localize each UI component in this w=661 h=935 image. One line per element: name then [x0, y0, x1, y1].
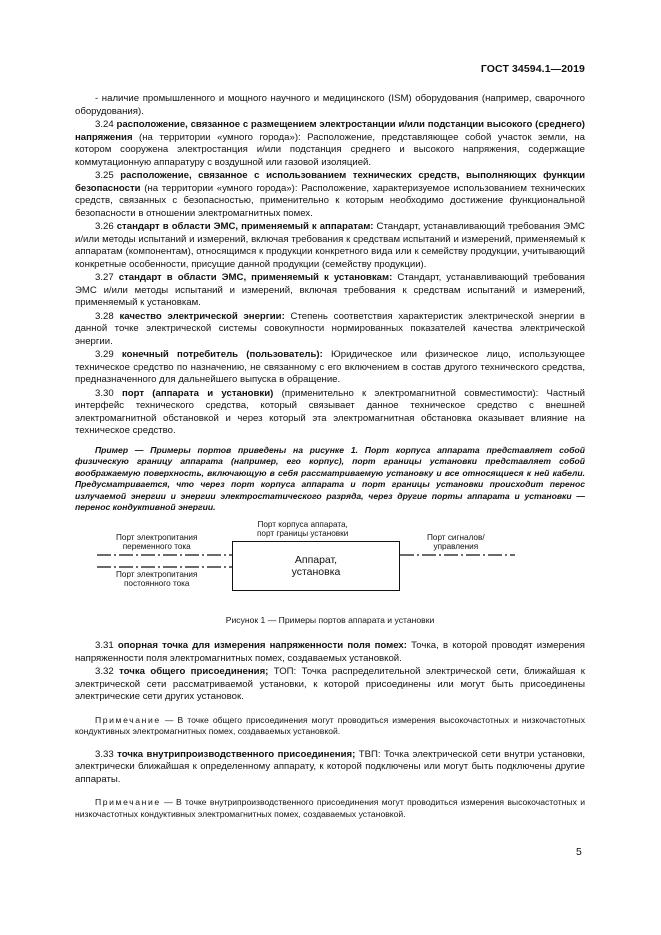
dc-port-label-line2: постоянного тока	[123, 579, 190, 588]
enclosure-port-label	[257, 520, 348, 539]
ac-port-label	[116, 533, 197, 552]
term-definition: ТОП: Точка распределительной электрической сети, ближайшая к электрической сети рассматриваемой установки, к которой присоединены или могут быть присоединены электрические сети других установок.	[75, 666, 585, 702]
term-3-27	[75, 272, 585, 310]
figure-caption: Рисунок 1 — Примеры портов аппарата и установки	[225, 614, 435, 625]
term-title: конечный потребитель (пользователь):	[121, 349, 323, 360]
term-title: стандарт в области ЭМС, применяемый к установкам:	[118, 272, 393, 283]
note-3-32	[75, 715, 585, 738]
paragraph-ism: - наличие промышленного и мощного научного и медицинского (ISM) оборудования (например, сварочного оборудования).	[75, 93, 585, 117]
term-number: 3.30	[95, 387, 114, 399]
term-definition: Юридическое или физическое лицо, использующее техническое средство по назначению, не связанному с его включением в состав другого технического средства, предназначенного для дальнейшего выпуска в обращение.	[75, 349, 585, 385]
term-number: 3.32	[95, 666, 114, 677]
term-3-28	[75, 311, 585, 349]
document-body	[75, 93, 585, 831]
term-number: 3.27	[95, 272, 114, 283]
signal-port-label	[427, 533, 485, 552]
term-number: 3.26	[95, 221, 114, 232]
standard-header: ГОСТ 34594.1—2019	[480, 63, 585, 75]
term-number: 3.25	[95, 170, 114, 181]
term-definition: (на территории «умного города»): Расположение, характеризуемое использованием технических средств, связанных с безопасностью, применительно к которым необходимо достижение функциональной безопасности в отношении электромагнитных помех.	[75, 182, 585, 219]
term-3-33	[75, 749, 585, 787]
ac-port-label-line2: переменного тока	[122, 542, 191, 551]
term-title: расположение, связанное с размещением электростанции и/или подстанции высокого (среднего) напряжения	[75, 119, 585, 143]
term-title: расположение, связанное с использованием технических средств, выполняющих функции безопасности	[75, 170, 585, 194]
note-text: — В точке общего присоединения могут проводиться измерения высокочастотных и низкочастотных кондуктивных электромагнитных помех, создаваемых установкой.	[75, 714, 586, 736]
term-title: порт (аппарата и установки)	[121, 387, 274, 399]
ac-port-label-line1: Порт электропитания	[116, 532, 198, 542]
term-definition: Степень соответствия характеристик электрической энергии в данной точке электрической системы совокупности нормированных показателей качества электрической энергии.	[75, 310, 585, 347]
example-lead: Пример —	[95, 444, 144, 455]
term-definition: (применительно к электромагнитной совместимости): Частный интерфейс технического средства, который связывает данное техническое средство с внешней электромагнитной обстановкой и через который эта электромагнитная обстановка оказывает влияние на техническое средство.	[75, 387, 585, 436]
example-block	[75, 445, 585, 514]
term-title: опорная точка для измерения напряженности поля помех:	[117, 640, 407, 651]
term-3-26	[75, 221, 585, 271]
term-number: 3.31	[95, 640, 114, 651]
term-3-32	[75, 666, 585, 704]
term-3-24	[75, 119, 585, 169]
dc-port-label-line1: Порт электропитания	[116, 569, 198, 579]
term-3-30	[75, 388, 585, 438]
enclosure-port-label-line2: порт границы установки	[257, 529, 349, 538]
enclosure-port-label-line1: Порт корпуса аппарата,	[257, 519, 348, 529]
term-title: точка общего присоединения;	[119, 666, 269, 677]
term-3-29	[75, 349, 585, 387]
note-3-33	[75, 797, 585, 820]
term-definition: Точка, в которой проводят измерения напряженности поля электромагнитных помех, создаваемых установкой.	[75, 640, 585, 664]
term-number: 3.28	[95, 310, 114, 322]
term-definition: ТВП: Точка электрической сети внутри установки, электрически ближайшая к определенному аппарату, к которой подключены или могут быть подключены другие аппараты.	[75, 748, 585, 785]
note-label: Примечание	[95, 714, 161, 725]
apparatus-box	[232, 541, 400, 591]
figure-1	[75, 519, 585, 612]
term-3-25	[75, 170, 585, 220]
apparatus-box-line1: Аппарат,	[294, 553, 338, 566]
term-title: качество электрической энергии:	[119, 310, 285, 322]
term-definition: (на территории «умного города»): Расположение, представляющее собой участок земли, на котором сооружена электростанция и/или подстанция среднего и высокого напряжения, содержащие коммутационную аппаратуру с воздушной или газовой изоляцией.	[75, 131, 585, 168]
term-title: точка внутрипроизводственного присоединения;	[117, 748, 356, 760]
signal-port-label-line2: управления	[433, 542, 479, 551]
signal-port-label-line1: Порт сигналов/	[427, 532, 485, 542]
note-text: — В точке внутрипроизводственного присоединения могут проводиться измерения высокочастотных и низкочастотных кондуктивных электромагнитных помех, создаваемых установкой.	[75, 797, 585, 819]
apparatus-box-line2: установка	[291, 565, 341, 578]
term-number: 3.33	[95, 748, 114, 760]
dc-port-label	[116, 570, 197, 589]
term-number: 3.29	[95, 349, 114, 360]
note-label: Примечание	[95, 797, 161, 807]
term-definition: Стандарт, устанавливающий требования ЭМС и/или методы испытаний и измерений, включая требования к средствам испытаний и измерений, применяемый к аппаратам (компонентам), относящимся к продукции конкретного вида или к семейству продукции, учитывающий конкретные особенности, присущие данной продукции (семейству продукции).	[75, 221, 585, 270]
page-number: 5	[576, 846, 582, 858]
term-3-31	[75, 640, 585, 665]
term-definition: Стандарт, устанавливающий требования ЭМС и/или методы испытаний и измерений, включая требования к средствам испытаний и измерений, применяемый к установкам.	[75, 272, 585, 308]
term-title: стандарт в области ЭМС, применяемый к аппаратам:	[116, 221, 374, 232]
term-number: 3.24	[95, 119, 114, 130]
example-text: Примеры портов приведены на рисунке 1. Порт корпуса аппарата представляет собой физическую границу аппарата (например, его корпус), порт границы установки представляет собой воображаемую поверхность, включающую в себя рассматриваемую установку и все относящиеся к ней кабели. Предусматривается, что через порт корпуса аппарата и порт границы установки происходит перенос излучаемой энергии и энергии электростатического разряда, через другие порты аппарата и установки — перенос кондуктивной энергии.	[75, 444, 585, 512]
